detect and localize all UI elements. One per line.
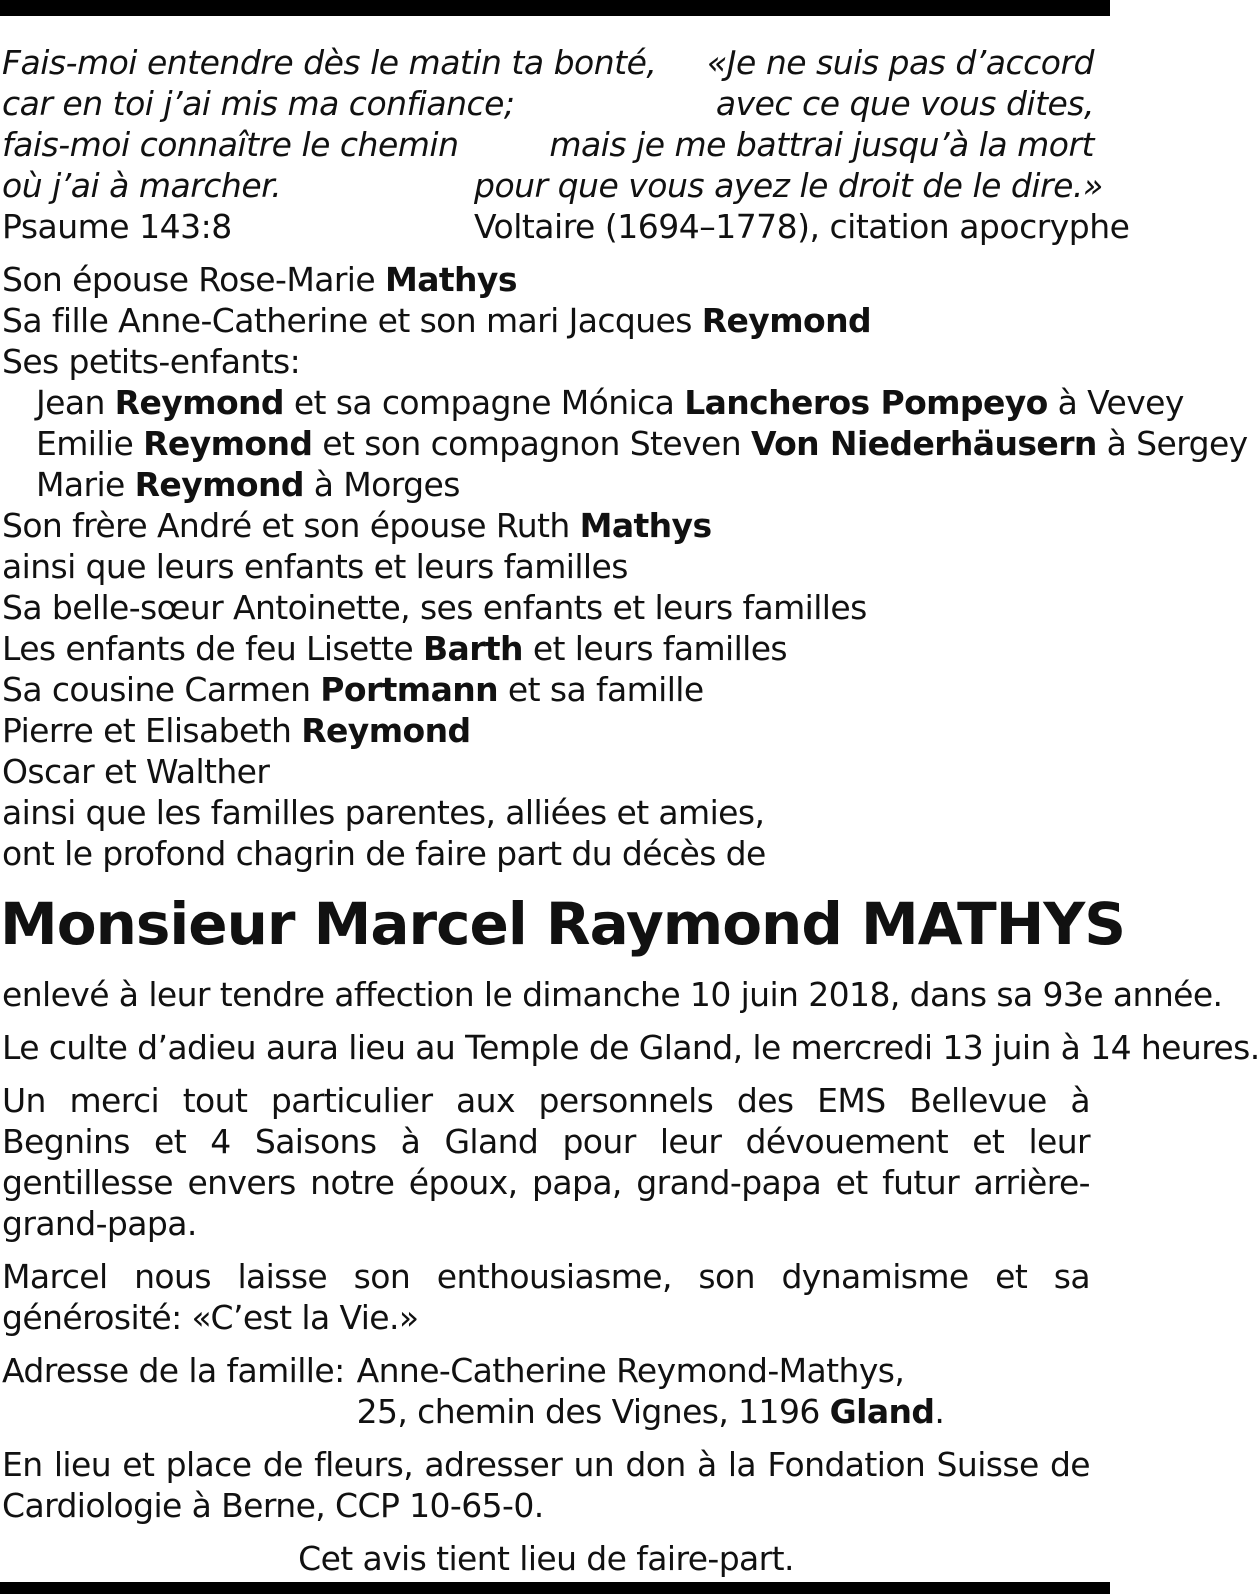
family-surname: Barth [422, 629, 523, 668]
family-surname: Reymond [143, 424, 313, 463]
family-text: Son épouse Rose-Marie [2, 260, 385, 299]
address-line: Anne-Catherine Reymond-Mathys, [356, 1351, 905, 1390]
address-text: . [934, 1392, 945, 1431]
family-text: Emilie [36, 424, 144, 463]
family-line: ainsi que leurs enfants et leurs familles [2, 547, 628, 586]
closing-note: Cet avis tient lieu de faire-part. [298, 1539, 794, 1578]
family-surname: Reymond [114, 383, 284, 422]
donation-paragraph: En lieu et place de fleurs, adresser un don à la Fondation Suisse de Cardiologie à Berne, CCP 10-65-0. [2, 1445, 1090, 1525]
address-line [357, 1391, 945, 1432]
quote-line: Fais-moi entendre dès le matin ta bonté, [2, 43, 657, 82]
legacy-paragraph: Marcel nous laisse son enthousiasme, son dynamisme et sa générosité: «C’est la Vie.» [2, 1257, 1090, 1337]
grandchild-line [2, 423, 1248, 464]
epigraphs [0, 42, 1130, 252]
ceremony-paragraph: Le culte d’adieu aura lieu au Temple de Gland, le mercredi 13 juin à 14 heures. [2, 1028, 1260, 1067]
grandchild-line [2, 464, 1102, 505]
family-line: ont le profond chagrin de faire part du décès de [2, 834, 766, 873]
family-surname: Reymond [301, 711, 471, 750]
notice-body [2, 974, 1260, 1579]
family-text: et sa compagne Mónica [283, 383, 685, 422]
family-line: ainsi que les familles parentes, alliées et amies, [2, 793, 765, 832]
quote-line: car en toi j’ai mis ma confiance; [2, 84, 515, 123]
thanks-paragraph: Un merci tout particulier aux personnels des EMS Bellevue à Begnins et 4 Saisons à Gland pour leur dévouement et leur gentillesse envers notre époux, papa, grand-papa et futur arrière-grand-papa. [2, 1081, 1090, 1243]
family-text: Son frère André et son épouse Ruth [2, 506, 580, 545]
family-surname: Mathys [579, 506, 712, 545]
bottom-rule [0, 1582, 1110, 1594]
deceased-name: Monsieur Marcel Raymond MATHYS [0, 890, 1126, 958]
top-rule [0, 0, 1110, 16]
family-address [2, 1350, 944, 1432]
family-surname: Mathys [384, 260, 517, 299]
quote-source: Psaume 143:8 [2, 207, 232, 246]
quote-line: mais je me battrai jusqu’à la mort [549, 125, 1094, 164]
grandchild-line [2, 382, 1184, 423]
address-city: Gland [829, 1392, 935, 1431]
family-text: à Morges [303, 465, 460, 504]
family-text: Sa fille Anne-Catherine et son mari Jacques [2, 301, 702, 340]
family-line: Oscar et Walther [2, 752, 270, 791]
family-text: Sa cousine Carmen [2, 670, 321, 709]
family-line [2, 628, 1102, 669]
family-text: à Sergey [1096, 424, 1248, 463]
death-date-paragraph: enlevé à leur tendre affection le dimanche 10 juin 2018, dans sa 93e année. [2, 975, 1223, 1014]
quote-line: pour que vous ayez le droit de le dire.» [474, 166, 1103, 205]
family-surname: Lancheros Pompeyo [684, 383, 1048, 422]
family-text: à Vevey [1047, 383, 1184, 422]
family-line: Ses petits-enfants: [2, 342, 301, 381]
family-text: Marie [36, 465, 135, 504]
family-list [2, 259, 1248, 874]
family-line: Sa belle-sœur Antoinette, ses enfants et leurs familles [2, 588, 867, 627]
family-text: Jean [36, 383, 115, 422]
quote-line: fais-moi connaître le chemin [2, 125, 459, 164]
quote-line: avec ce que vous dites, [715, 84, 1094, 123]
family-text: et leurs familles [522, 629, 787, 668]
family-text: et son compagnon Steven [312, 424, 751, 463]
family-line [2, 669, 1102, 710]
family-line [2, 300, 1102, 341]
family-text: et sa famille [498, 670, 704, 709]
family-text: Pierre et Elisabeth [2, 711, 302, 750]
family-line [2, 505, 1102, 546]
family-line [2, 710, 1102, 751]
family-line [2, 259, 1102, 300]
address-label: Adresse de la famille: [2, 1351, 345, 1390]
family-surname: Portmann [320, 670, 499, 709]
family-text: Les enfants de feu Lisette [2, 629, 423, 668]
address-text: 25, chemin des Vignes, 1196 [356, 1392, 830, 1431]
quote-line: «Je ne suis pas d’accord [706, 43, 1094, 82]
quote-line: où j’ai à marcher. [2, 166, 282, 205]
quote-source: Voltaire (1694–1778), citation apocryphe [474, 207, 1130, 246]
family-surname: Reymond [701, 301, 871, 340]
family-surname: Reymond [134, 465, 304, 504]
voltaire-quote [474, 42, 1130, 247]
family-surname: Von Niederhäusern [750, 424, 1097, 463]
